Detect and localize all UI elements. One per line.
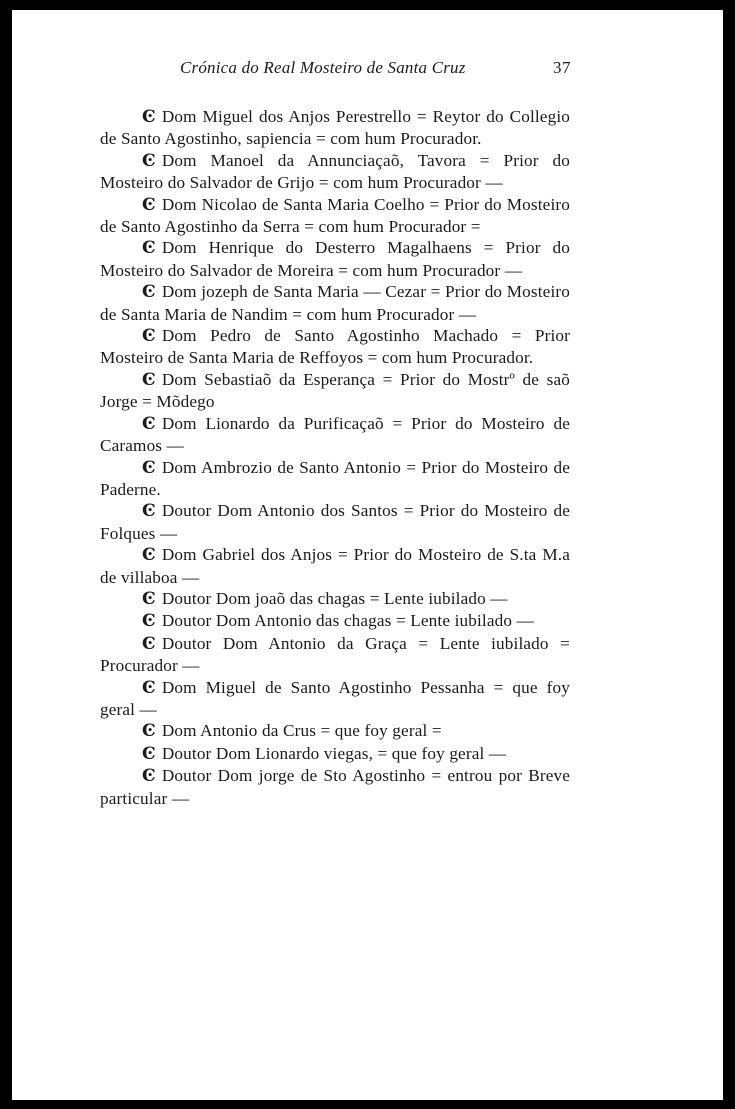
entry-text: Dom Nicolao de Santa Maria Coelho = Prior do Mosteiro de Santo Agostinho da Serra = com hum Procurador = [100, 194, 570, 237]
entry-text: Doutor Dom Antonio das chagas = Lente iubilado — [161, 611, 534, 631]
list-item [100, 369, 570, 413]
paragraph-mark-icon: Ͼ [142, 238, 156, 259]
list-item [100, 413, 570, 457]
running-title: Crónica do Real Mosteiro de Santa Cruz [180, 58, 466, 77]
entry-text: Dom jozeph de Santa Maria — Cezar = Prior do Mosteiro de Santa Maria de Nandim = com hum Procurador — [100, 282, 570, 324]
entry-list [100, 106, 570, 809]
entry-text: Dom Ambrozio de Santo Antonio = Prior do Mosteiro de Paderne. [100, 457, 570, 499]
list-item [100, 544, 570, 588]
document-page [12, 10, 723, 1100]
paragraph-mark-icon: Ͼ [142, 501, 156, 522]
paragraph-mark-icon: Ͼ [142, 677, 156, 698]
paragraph-mark-icon: Ͼ [142, 369, 156, 390]
list-item [100, 588, 570, 610]
paragraph-mark-icon: Ͼ [142, 743, 156, 764]
paragraph-mark-icon: Ͼ [142, 326, 156, 347]
entry-text: Dom Pedro de Santo Agostinho Machado = Prior Mosteiro de Santa Maria de Reffoyos = com hum Procurador. [100, 326, 570, 368]
entry-text: Dom Lionardo da Purificaçaõ = Prior do Mosteiro de Caramos — [100, 413, 570, 456]
list-item [100, 677, 570, 721]
entry-text: Dom Sebastiaõ da Esperança = Prior do Mostrº de saõ Jorge = Mõdego [100, 369, 570, 412]
list-item [100, 633, 570, 677]
entry-text: Doutor Dom Lionardo viegas, = que foy geral — [161, 743, 507, 763]
list-item [100, 281, 570, 325]
list-item [100, 500, 570, 544]
paragraph-mark-icon: Ͼ [142, 457, 156, 478]
paragraph-mark-icon: Ͼ [142, 150, 156, 171]
entry-text: Dom Henrique do Desterro Magalhaens = Prior do Mosteiro do Salvador de Moreira = com hum Procurador — [100, 238, 570, 280]
list-item [100, 106, 570, 150]
paragraph-mark-icon: Ͼ [142, 545, 156, 566]
page-number: 37 [553, 58, 571, 77]
entry-text: Dom Gabriel dos Anjos = Prior do Mosteiro de S.ta M.a de villaboa — [100, 545, 570, 587]
list-item [100, 325, 570, 369]
paragraph-mark-icon: Ͼ [142, 107, 156, 127]
list-item [100, 457, 570, 501]
entry-text: Doutor Dom jorge de Sto Agostinho = entrou por Breve particular — [100, 766, 570, 808]
paragraph-mark-icon: Ͼ [142, 766, 156, 787]
page-header [100, 58, 571, 82]
list-item [100, 610, 570, 632]
entry-text: Doutor Dom joaõ das chagas = Lente iubilado — [161, 588, 508, 608]
entry-text: Dom Manoel da Annunciaçaõ, Tavora = Prior do Mosteiro do Salvador de Grijo = com hum Procurador — [100, 150, 570, 193]
paragraph-mark-icon: Ͼ [142, 588, 156, 609]
paragraph-mark-icon: Ͼ [142, 413, 156, 434]
entry-text: Dom Miguel de Santo Agostinho Pessanha = que foy geral — [100, 677, 570, 719]
list-item [100, 765, 570, 809]
list-item [100, 743, 570, 765]
paragraph-mark-icon: Ͼ [142, 194, 156, 215]
paragraph-mark-icon: Ͼ [142, 611, 156, 632]
list-item [100, 237, 570, 281]
paragraph-mark-icon: Ͼ [142, 721, 156, 742]
list-item [100, 720, 570, 742]
paragraph-mark-icon: Ͼ [142, 282, 156, 303]
entry-text: Doutor Dom Antonio dos Santos = Prior do Mosteiro de Folques — [100, 501, 570, 543]
list-item [100, 194, 570, 238]
list-item [100, 150, 570, 194]
entry-text: Dom Miguel dos Anjos Perestrello = Reytor do Collegio de Santo Agostinho, sapiencia = com hum Procurador. [100, 107, 570, 149]
entry-text: Doutor Dom Antonio da Graça = Lente iubilado = Procurador — [100, 633, 570, 676]
paragraph-mark-icon: Ͼ [142, 633, 156, 654]
entry-text: Dom Antonio da Crus = que foy geral = [161, 721, 442, 741]
